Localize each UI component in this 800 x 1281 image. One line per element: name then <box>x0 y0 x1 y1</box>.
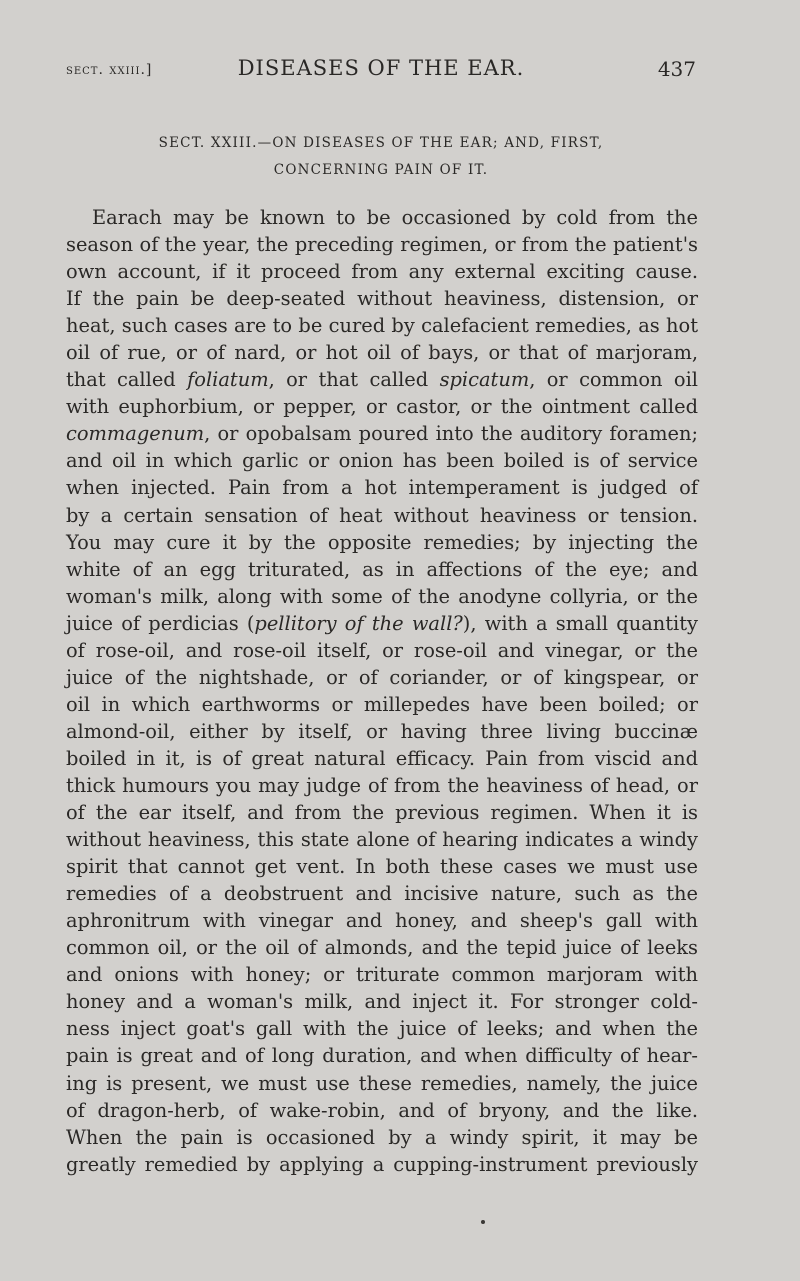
running-head-title: DISEASES OF THE EAR. <box>237 56 525 80</box>
body-line: without heaviness, this state alone of hearing indicates a windy <box>66 828 698 852</box>
body-line: almond-oil, either by itself, or having three living buccinæ <box>66 719 698 743</box>
body-line: white of an egg triturated, as in affections of the eye; and <box>66 557 698 581</box>
body-line: ness inject goat's gall with the juice of leeks; and when the <box>66 1017 698 1041</box>
body-line: that called foliatum, or that called spicatum, or common oil <box>66 368 699 392</box>
body-line: Earach may be known to be occasioned by cold from the <box>92 206 698 229</box>
body-line: juice of perdicias (pellitory of the wall?), with a small quantity <box>66 611 698 635</box>
body-line: of rose-oil, and rose-oil itself, or rose-oil and vinegar, or the <box>66 638 698 662</box>
section-heading-line-1: SECT. XXIII.—ON DISEASES OF THE EAR; AND, FIRST, <box>158 135 604 151</box>
body-line: You may cure it by the opposite remedies; by injecting the <box>66 530 698 554</box>
body-text <box>66 204 698 1178</box>
running-head-section: sect. xxiii.] <box>66 62 153 78</box>
body-line: own account, if it proceed from any external exciting cause. <box>66 260 698 284</box>
body-line: season of the year, the preceding regimen, or from the patient's <box>66 233 698 257</box>
body-line: honey and a woman's milk, and inject it. For stronger cold- <box>66 990 698 1014</box>
body-line: remedies of a deobstruent and incisive nature, such as the <box>66 882 698 906</box>
ink-speck <box>481 1220 485 1224</box>
body-line: thick humours you may judge of from the heaviness of head, or <box>66 773 698 797</box>
section-heading-line-2: CONCERNING PAIN OF IT. <box>273 162 489 178</box>
body-line: of dragon-herb, of wake-robin, and of bryony, and the like. <box>66 1098 698 1122</box>
body-line: juice of the nightshade, or of coriander, or of kingspear, or <box>66 665 698 689</box>
section-heading <box>66 130 696 184</box>
body-line: commagenum, or opobalsam poured into the auditory foramen; <box>66 422 698 446</box>
body-line: common oil, or the oil of almonds, and the tepid juice of leeks <box>66 936 698 960</box>
body-line: woman's milk, along with some of the anodyne collyria, or the <box>66 584 698 608</box>
body-line: boiled in it, is of great natural efficacy. Pain from viscid and <box>66 746 698 770</box>
body-line: by a certain sensation of heat without heaviness or tension. <box>66 503 698 527</box>
body-line: If the pain be deep-seated without heaviness, distension, or <box>66 287 698 311</box>
page-number: 437 <box>657 57 696 81</box>
body-line: ing is present, we must use these remedies, namely, the juice <box>66 1071 698 1095</box>
body-line: pain is great and of long duration, and when difficulty of hear- <box>66 1044 698 1068</box>
body-line: greatly remedied by applying a cupping-instrument previously <box>66 1152 698 1176</box>
body-line: with euphorbium, or pepper, or castor, or the ointment called <box>66 395 698 419</box>
body-line: oil of rue, or of nard, or hot oil of bays, or that of marjoram, <box>66 341 698 365</box>
body-line: When the pain is occasioned by a windy spirit, it may be <box>66 1125 698 1149</box>
body-line: aphronitrum with vinegar and honey, and sheep's gall with <box>66 909 698 933</box>
running-head <box>66 56 696 86</box>
body-line: when injected. Pain from a hot intemperament is judged of <box>66 476 698 500</box>
body-line: heat, such cases are to be cured by calefacient remedies, as hot <box>66 314 698 338</box>
body-line: and onions with honey; or triturate common marjoram with <box>66 963 698 987</box>
body-line: spirit that cannot get vent. In both these cases we must use <box>66 855 698 879</box>
body-line: and oil in which garlic or onion has been boiled is of service <box>66 449 698 473</box>
body-line: oil in which earthworms or millepedes have been boiled; or <box>66 692 698 716</box>
body-line: of the ear itself, and from the previous regimen. When it is <box>66 801 698 825</box>
